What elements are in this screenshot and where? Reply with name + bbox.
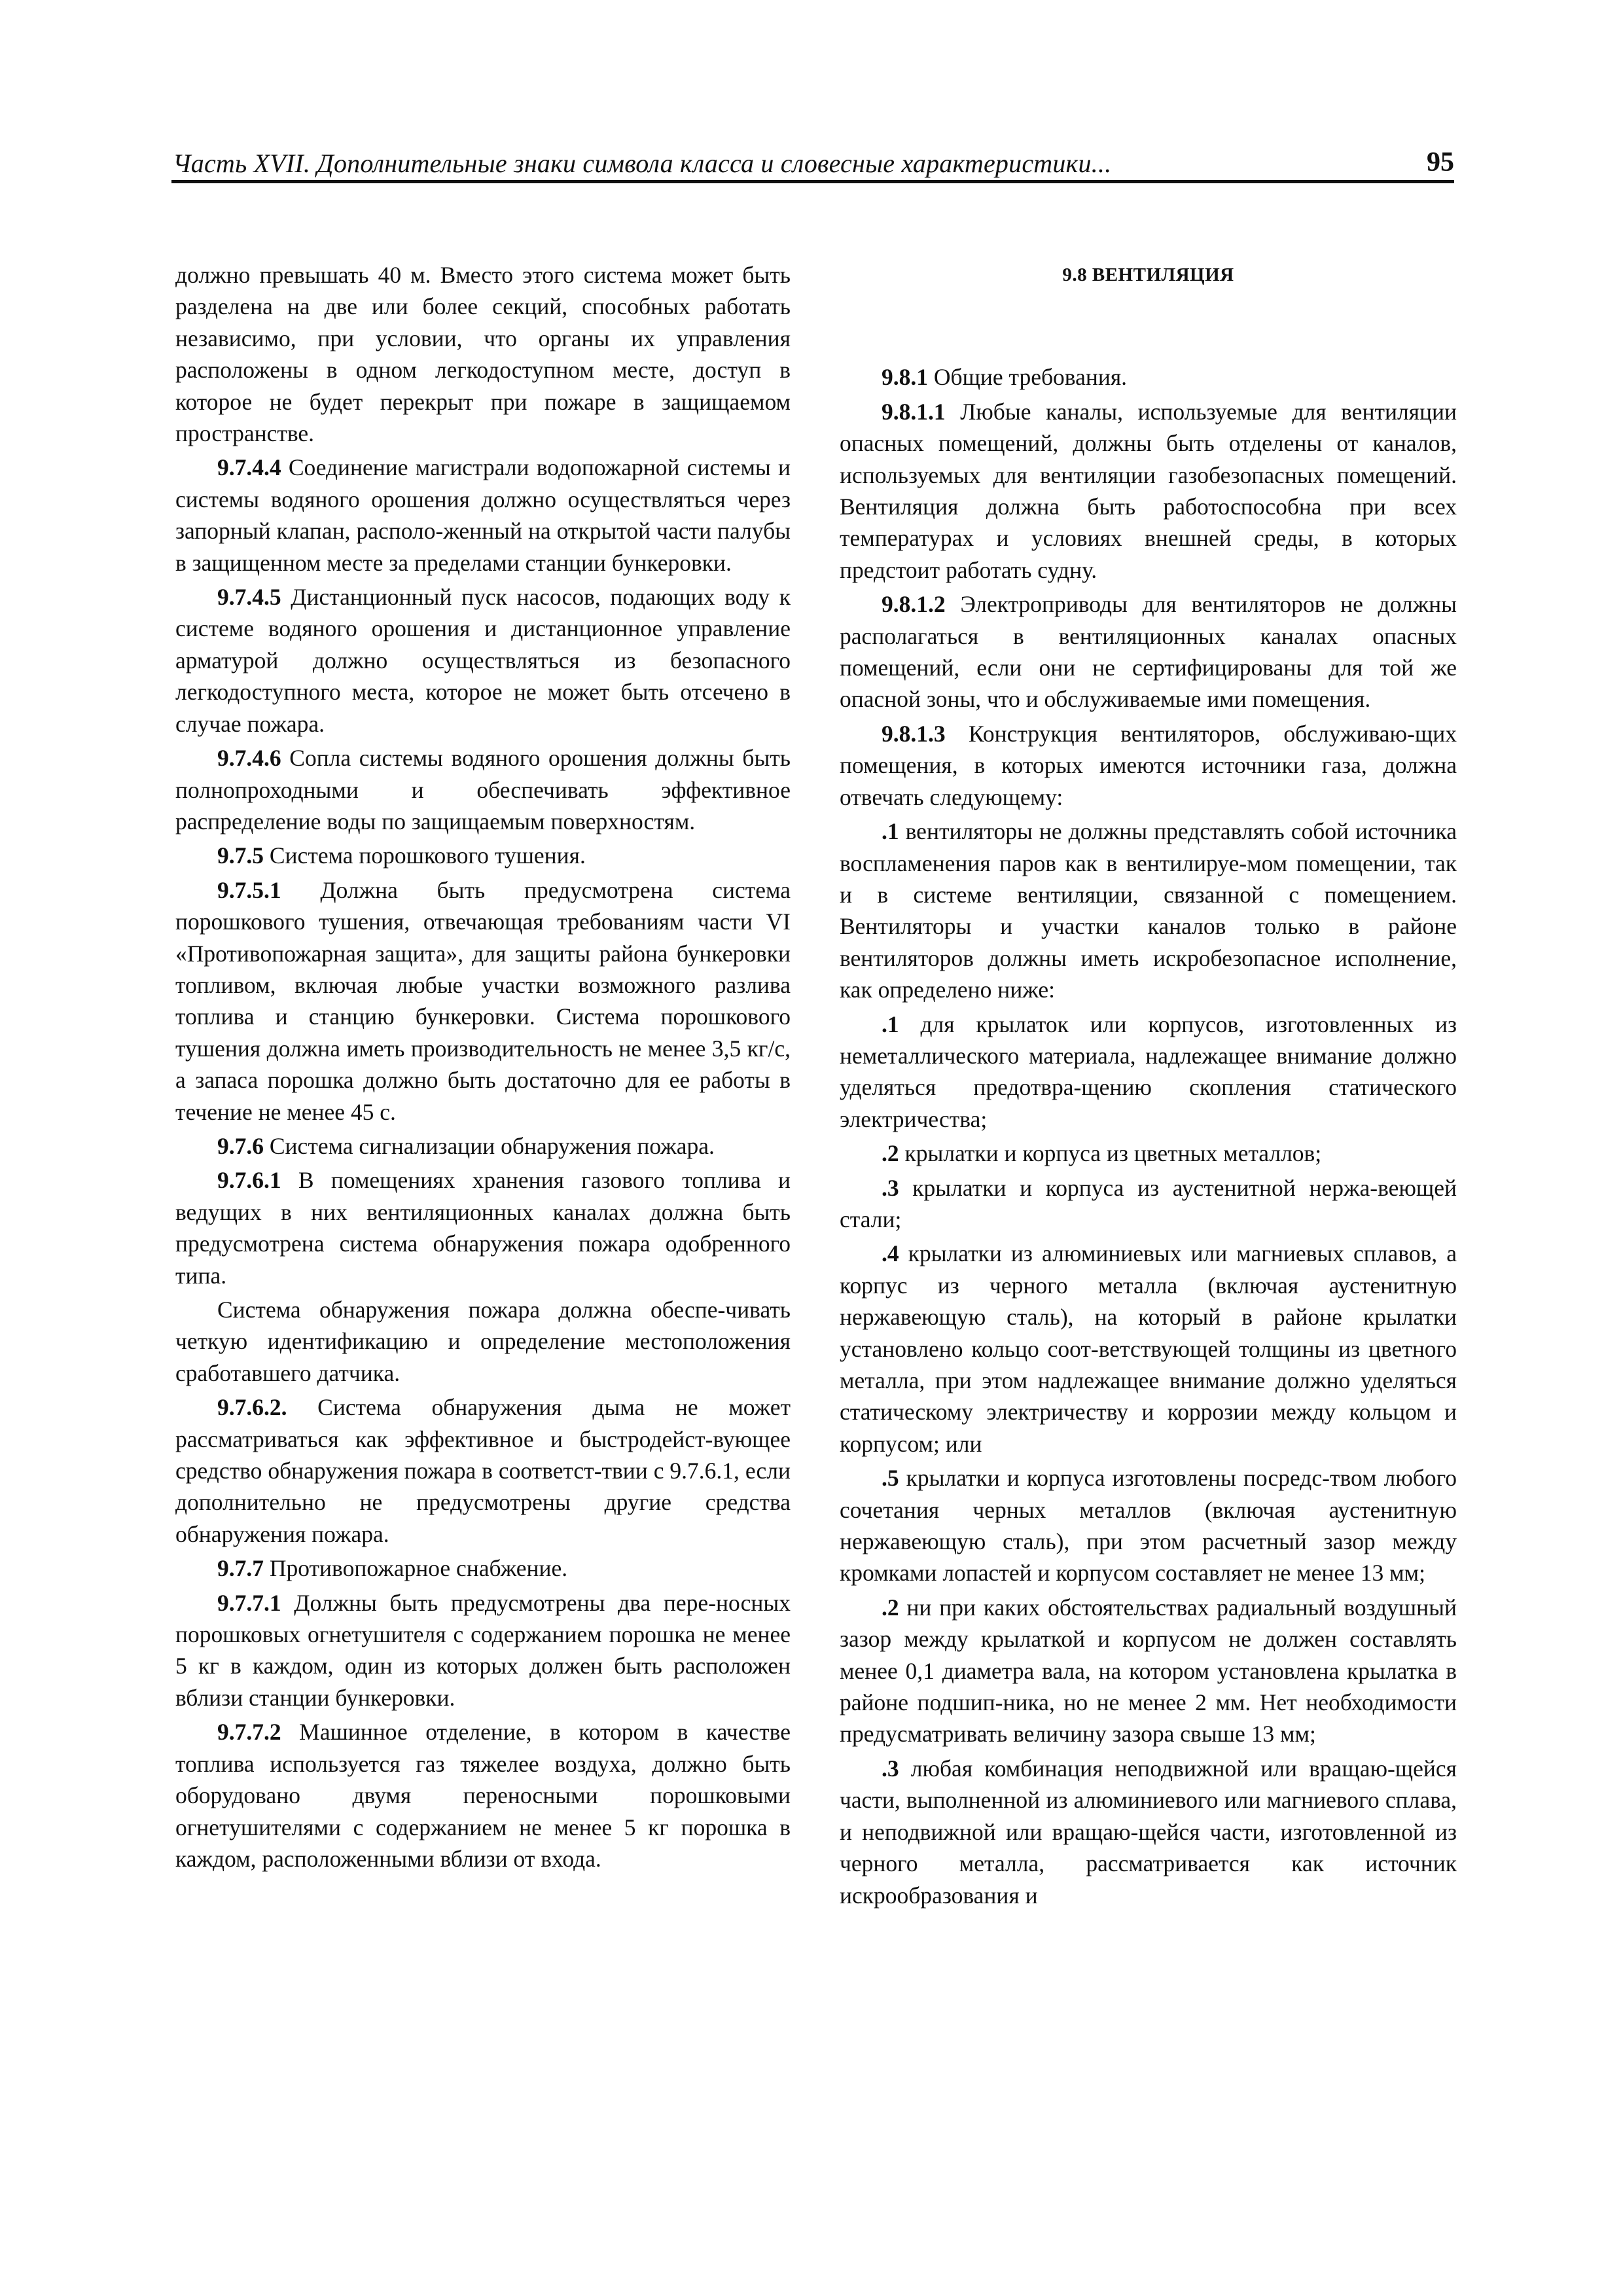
paragraph: 9.7.5.1 Должна быть предусмотрена система порошкового тушения, отвечающая требованиям части VI «Противопожарная защита», для защиты района бункеровки топливом, включая любые участки возможного разлива топлива и станцию бункеровки. Система порошкового тушения должна иметь производительность не менее 3,5 кг/с, а запаса порошка должно быть достаточно для ее работы в течение не менее 45 с. [175, 876, 791, 1125]
paragraph: 9.8.1 Общие требования. [882, 364, 1128, 391]
right-column [840, 259, 1457, 1914]
list-item: .1 для крылаток или корпусов, изготовленных из неметаллического материала, надлежащее внимание должно уделяться предотвра-щению скопления статического электричества; [840, 1011, 1457, 1132]
paragraph: Система обнаружения пожара должна обеспе-чивать четкую идентификацию и определение местоположения сработавшего датчика. [175, 1297, 791, 1386]
clause-number: 9.8.1 [882, 364, 928, 391]
clause-number: 9.7.7.2 [217, 1719, 281, 1746]
clause-number: 9.8.1.1 [882, 398, 946, 425]
list-item: .4 крылатки из алюминиевых или магниевых сплавов, а корпус из черного металла (включая аустенитную нержавеющую сталь), на который в районе крылатки установлено кольцо соот-ветствующей толщины из цветного металла, при этом надлежащее внимание должно уделяться статическому электричеству и коррозии между кольцом и корпусом; или [840, 1240, 1457, 1457]
clause-number: 9.8.1.2 [882, 591, 946, 618]
paragraph: 9.7.7 Противопожарное снабжение. [217, 1555, 568, 1582]
clause-number: 9.7.6.1 [217, 1167, 281, 1194]
header-title: Часть XVII. Дополнительные знаки символа класса и словесные характеристики... [173, 149, 1112, 178]
paragraph: 9.7.6 Система сигнализации обнаружения пожара. [217, 1132, 715, 1159]
paragraph: 9.8.1.1 Любые каналы, используемые для вентиляции опасных помещений, должны быть отделены от каналов, используемых для вентиляции газобезопасных помещений. Вентиляция должна быть работоспособна при всех температурах и условиях внешней среды, в которых предстоит работать судну. [840, 398, 1457, 583]
clause-number: 9.7.5 [217, 842, 264, 869]
clause-number: 9.7.7 [217, 1555, 264, 1582]
item-number: .3 [882, 1755, 899, 1782]
paragraph: 9.7.7.2 Машинное отделение, в котором в качестве топлива используется газ тяжелее воздуха, должно быть оборудовано двумя переносными порошковыми огнетушителями с содержанием не менее 5 кг порошка в каждом, расположенными вблизи от входа. [175, 1719, 791, 1872]
clause-number: 9.7.6.2. [217, 1394, 287, 1421]
item-number: .1 [882, 818, 899, 845]
paragraph: 9.7.6.2. Система обнаружения дыма не может рассматриваться как эффективное и быстродейст-вующее средство обнаружения пожара в соответст-твии с 9.7.6.1, если дополнительно не предусмотрены другие средства обнаружения пожара. [175, 1394, 791, 1547]
left-column [175, 259, 791, 1877]
list-item: .2 крылатки и корпуса из цветных металлов; [882, 1140, 1322, 1167]
running-header [171, 145, 1454, 183]
paragraph: 9.7.4.5 Дистанционный пуск насосов, подающих воду к системе водяного орошения и дистанционное управление арматурой должно осуществляться из безопасного легкодоступного места, которое не может быть отсечено в случае пожара. [175, 584, 791, 737]
paragraph: 9.8.1.3 Конструкция вентиляторов, обслуживаю-щих помещения, в которых имеются источники газа, должна отвечать следующему: [840, 720, 1457, 810]
item-number: .5 [882, 1465, 899, 1492]
paragraph: 9.7.5 Система порошкового тушения. [217, 842, 586, 869]
clause-number: 9.7.4.5 [217, 584, 281, 611]
clause-number: 9.7.7.1 [217, 1589, 281, 1616]
page-number: 95 [1427, 147, 1454, 177]
clause-number: 9.8.1.3 [882, 720, 946, 747]
list-item: .3 любая комбинация неподвижной или вращаю-щейся части, выполненной из алюминиевого или магниевого сплава, и неподвижной или вращаю-щейся части, изготовленной из черного металла, рассматривается как источник искрообразования и [840, 1755, 1457, 1909]
list-item: .1 вентиляторы не должны представлять собой источника воспламенения паров как в вентилируе-мом помещении, так и в системе вентиляции, связанной с помещением. Вентиляторы и участки каналов только в районе вентиляторов должны иметь искробезопасное исполнение, как определено ниже: [840, 818, 1457, 1003]
section-heading: 9.8 ВЕНТИЛЯЦИЯ [1062, 264, 1234, 285]
clause-number: 9.7.4.6 [217, 745, 281, 772]
paragraph: 9.7.4.4 Соединение магистрали водопожарной системы и системы водяного орошения должно осуществляться через запорный клапан, располо-женный на открытой части палубы в защищенном месте за пределами станции бункеровки. [175, 454, 791, 576]
item-number: .2 [882, 1140, 899, 1167]
clause-number: 9.7.6 [217, 1132, 264, 1159]
item-number: .3 [882, 1174, 899, 1201]
item-number: .2 [882, 1594, 899, 1621]
list-item: .2 ни при каких обстоятельствах радиальный воздушный зазор между крылаткой и корпусом не должен составлять менее 0,1 диаметра вала, на котором установлена крылатка в районе подшип-ника, но не менее 2 мм. Нет необходимости предусматривать величину зазора свыше 13 мм; [840, 1594, 1457, 1748]
paragraph: 9.7.4.6 Сопла системы водяного орошения должны быть полнопроходными и обеспечивать эффективное распределение воды по защищаемым поверхностям. [175, 745, 791, 834]
paragraph: 9.7.7.1 Должны быть предусмотрены два пере-носных порошковых огнетушителя с содержанием порошка не менее 5 кг в каждом, один из которых должен быть расположен вблизи станции бункеровки. [175, 1589, 791, 1711]
paragraph: 9.7.6.1 В помещениях хранения газового топлива и ведущих в них вентиляционных каналах должна быть предусмотрена система обнаружения пожара одобренного типа. [175, 1167, 791, 1289]
item-number: .1 [882, 1011, 899, 1037]
clause-number: 9.7.4.4 [217, 454, 281, 481]
clause-number: 9.7.5.1 [217, 876, 281, 903]
item-number: .4 [882, 1240, 899, 1267]
paragraph: 9.8.1.2 Электроприводы для вентиляторов не должны располагаться в вентиляционных каналах опасных помещений, если они не сертифицированы для той же опасной зоны, что и обслуживаемые ими помещения. [840, 591, 1457, 713]
list-item: .3 крылатки и корпуса из аустенитной нержа-веющей стали; [840, 1174, 1457, 1232]
list-item: .5 крылатки и корпуса изготовлены посредс-твом любого сочетания черных металлов (включая аустенитную нержавеющую сталь), при этом расчетный зазор между кромками лопастей и корпусом составляет не менее 13 мм; [840, 1465, 1457, 1587]
paragraph: должно превышать 40 м. Вместо этого система может быть разделена на две или более секций, способных работать независимо, при условии, что органы их управления расположены в одном легкодоступном месте, доступ в которое не будет перекрыт при пожаре в защищаемом пространстве. [175, 262, 791, 447]
